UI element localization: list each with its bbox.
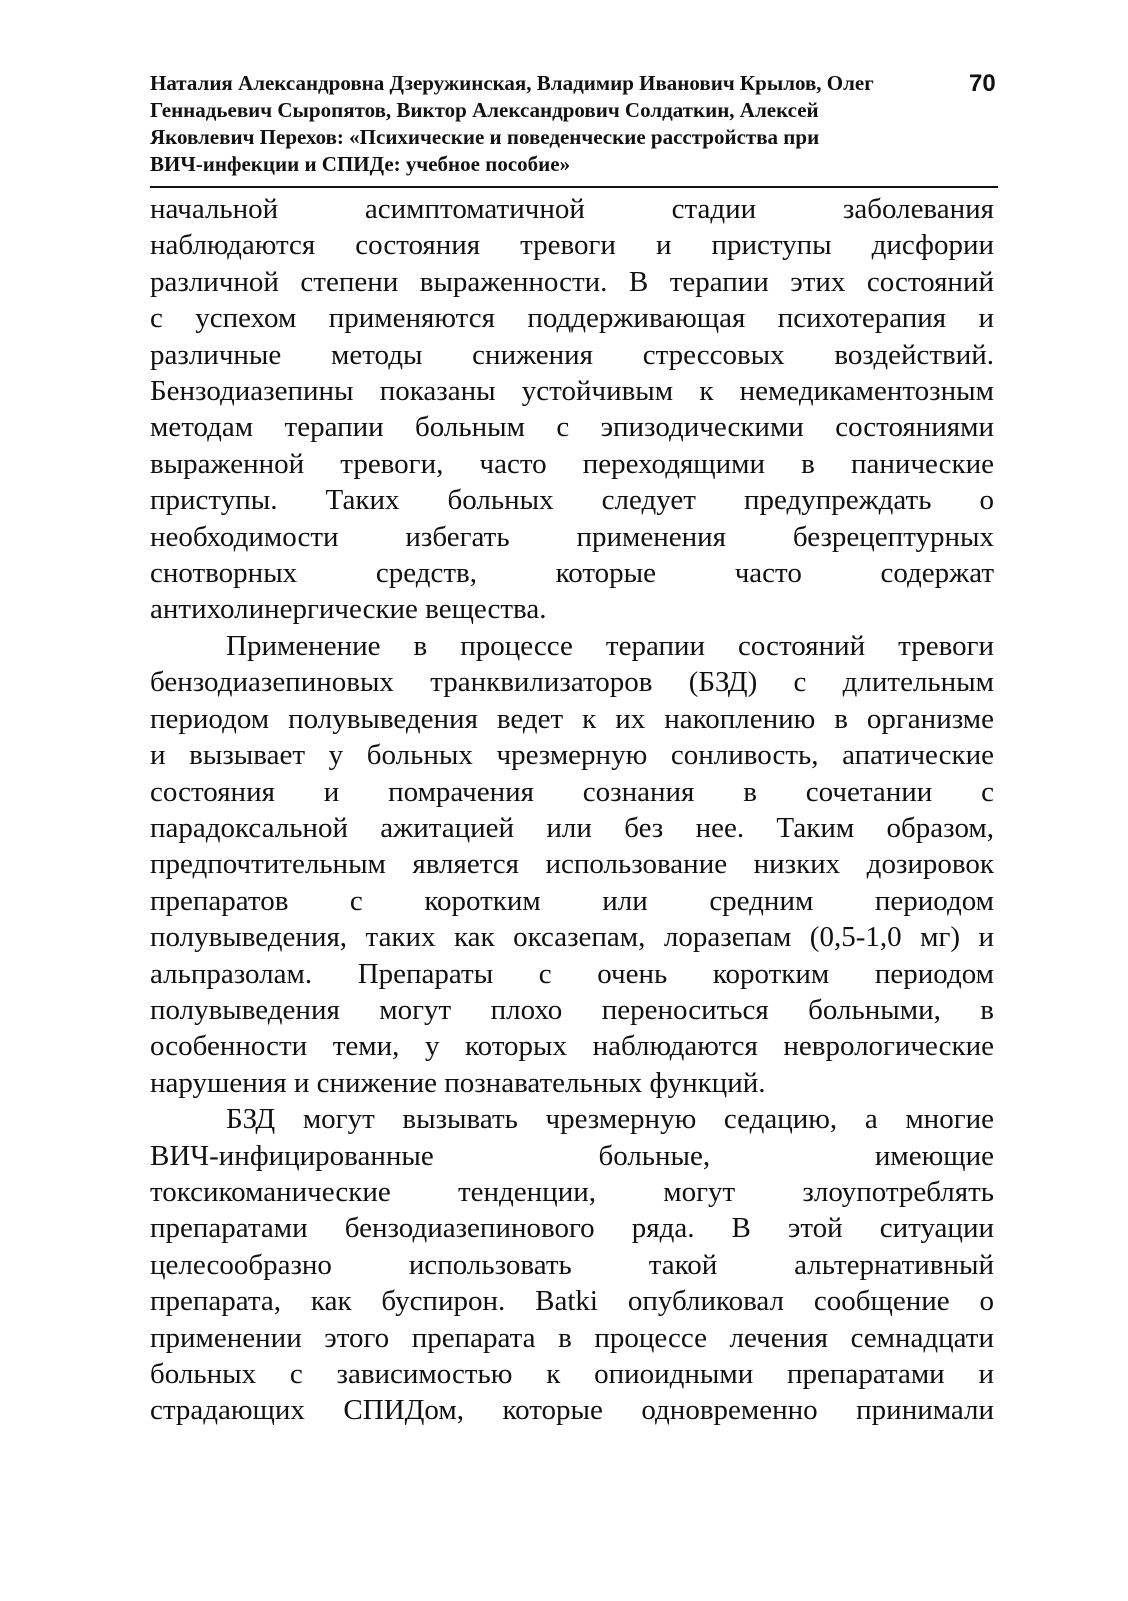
- text-line: методам терапии больным с эпизодическими состояниями: [150, 411, 994, 444]
- text-line: и вызывает у больных чрезмерную сонливость, апатические: [150, 739, 994, 772]
- header-line: Наталия Александровна Дзеружинская, Владимир Иванович Крылов, Олег: [150, 71, 874, 95]
- text-line: полувыведения, таких как оксазепам, лоразепам (0,5-1,0 мг) и: [150, 921, 994, 954]
- text-line: Бензодиазепины показаны устойчивым к немедикаментозным: [150, 375, 994, 408]
- text-line: снотворных средств, которые часто содержат: [150, 557, 994, 590]
- header-line: ВИЧ-инфекции и СПИДе: учебное пособие»: [150, 152, 571, 176]
- text-line: бензодиазепиновых транквилизаторов (БЗД) с длительным: [150, 666, 994, 699]
- text-line: больных с зависимостью к опиоидными препаратами и: [150, 1358, 994, 1390]
- running-header: [150, 70, 998, 178]
- text-line: предпочтительным является использование низких дозировок: [150, 848, 994, 881]
- text-line: препаратов с коротким или средним периодом: [150, 884, 994, 917]
- text-line: токсикоманические тенденции, могут злоупотреблять: [150, 1175, 994, 1208]
- text-line: парадоксальной ажитацией или без нее. Таким образом,: [150, 811, 994, 844]
- header-line: Геннадьевич Сыропятов, Виктор Александрович Солдаткин, Алексей: [150, 98, 819, 122]
- page-number: 70: [969, 70, 996, 97]
- text-line: состояния и помрачения сознания в сочетании с: [150, 775, 994, 808]
- header-divider: [150, 186, 998, 188]
- text-line: альпразолам. Препараты с очень коротким периодом: [150, 957, 994, 990]
- paragraph-2: [150, 628, 994, 1101]
- text-line: Применение в процессе терапии состояний тревоги: [226, 629, 994, 662]
- paragraph-3: [150, 1101, 994, 1429]
- text-line: наблюдаются состояния тревоги и приступы дисфории: [150, 229, 994, 262]
- text-line: выраженной тревоги, часто переходящими в панические: [150, 447, 994, 480]
- text-line: применении этого препарата в процессе лечения семнадцати: [150, 1321, 994, 1354]
- text-line: антихолинергические вещества.: [150, 593, 547, 626]
- text-line: периодом полувыведения ведет к их накоплению в организме: [150, 702, 994, 735]
- text-line: страдающих СПИДом, которые одновременно принимали: [150, 1394, 994, 1427]
- text-line: различные методы снижения стрессовых воздействий.: [150, 338, 994, 371]
- text-line: препарата, как буспирон. Batki опубликовал сообщение о: [150, 1285, 994, 1318]
- text-line: приступы. Таких больных следует предупреждать о: [150, 484, 994, 517]
- text-line: с успехом применяются поддерживающая психотерапия и: [150, 302, 994, 335]
- text-line: ВИЧ-инфицированные больные, имеющие: [150, 1139, 994, 1172]
- text-line: БЗД могут вызывать чрезмерную седацию, а многие: [226, 1103, 994, 1136]
- text-line: начальной асимптоматичной стадии заболевания: [150, 193, 994, 225]
- body-text: [150, 191, 994, 1429]
- text-line: различной степени выраженности. В терапии этих состояний: [150, 265, 994, 298]
- header-line: Яковлевич Перехов: «Психические и поведенческие расстройства при: [150, 125, 820, 149]
- text-line: препаратами бензодиазепинового ряда. В этой ситуации: [150, 1212, 994, 1245]
- text-line: особенности теми, у которых наблюдаются неврологические: [150, 1030, 994, 1063]
- paragraph-1: [150, 191, 994, 628]
- text-line: целесообразно использовать такой альтернативный: [150, 1248, 994, 1281]
- text-line: нарушения и снижение познавательных функций.: [150, 1066, 766, 1099]
- text-line: необходимости избегать применения безрецептурных: [150, 520, 994, 553]
- text-line: полувыведения могут плохо переноситься больными, в: [150, 993, 994, 1026]
